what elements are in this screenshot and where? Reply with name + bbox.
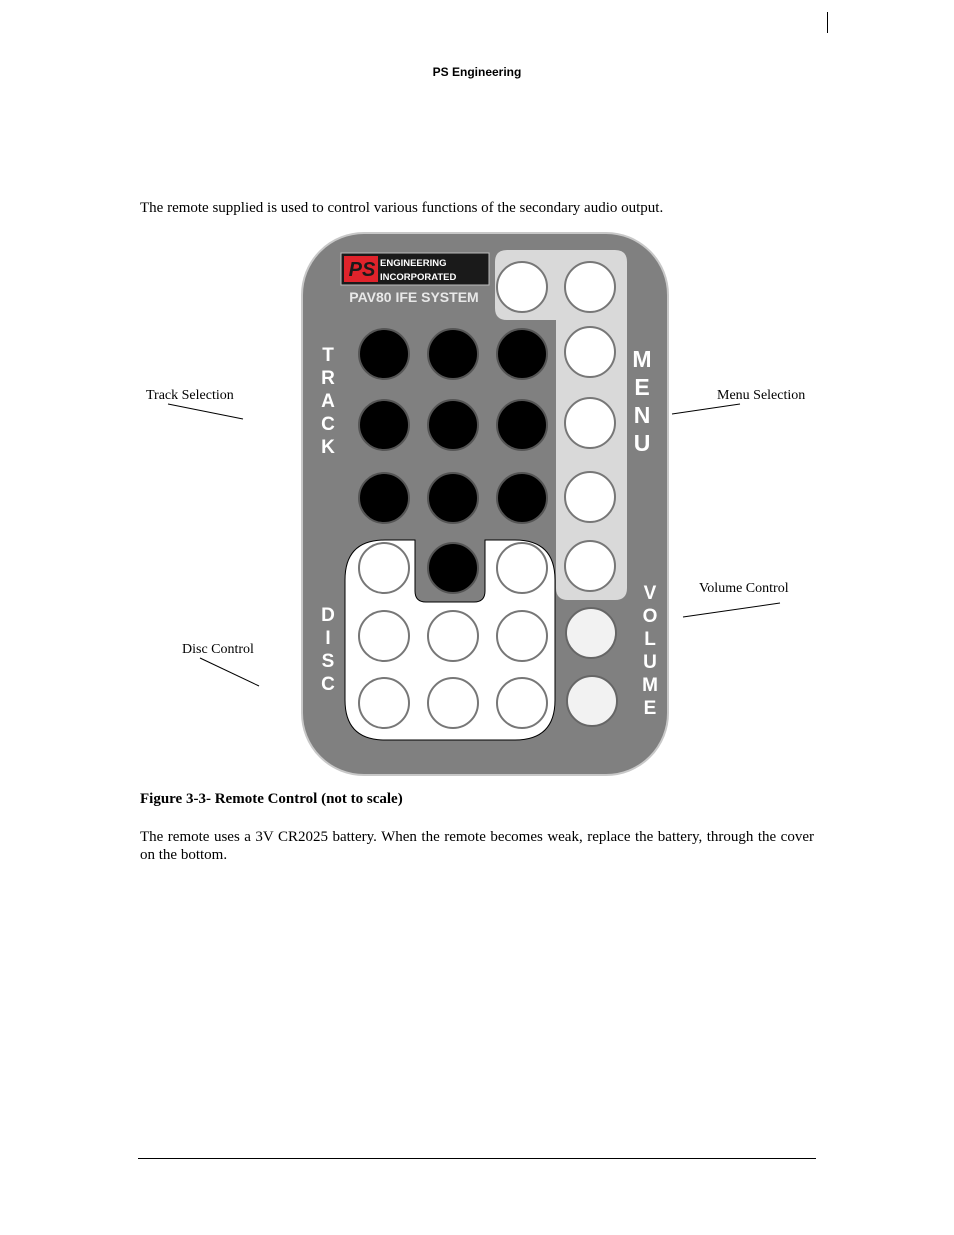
track-side-label [321, 345, 335, 458]
model-label: PAV80 IFE SYSTEM [349, 289, 479, 305]
menu-button [497, 262, 547, 312]
intro-paragraph: The remote supplied is used to control various functions of the secondary audio output. [140, 200, 664, 216]
track-letter: A [321, 391, 335, 412]
menu-button [565, 398, 615, 448]
track-button [497, 329, 547, 379]
disc-button [428, 611, 478, 661]
volume-letter: M [642, 675, 658, 696]
track-button [428, 329, 478, 379]
track-button [359, 400, 409, 450]
disc-leader-line [200, 658, 259, 686]
disc-letter: D [321, 605, 335, 626]
track-letter: C [321, 414, 335, 435]
battery-paragraph: The remote uses a 3V CR2025 battery. When the remote becomes weak, replace the battery, through the cover on the bottom. [140, 829, 814, 863]
figure-caption: Figure 3-3- Remote Control (not to scale) [140, 791, 403, 807]
disc-button [428, 678, 478, 728]
disc-control-callout: Disc Control [182, 642, 254, 657]
svg-text:INCORPORATED: INCORPORATED [380, 272, 457, 283]
brand-logo [341, 253, 489, 285]
svg-text:PS: PS [348, 259, 376, 281]
volume-leader-line [683, 603, 780, 617]
track-selection-callout: Track Selection [146, 388, 234, 403]
menu-leader-line [672, 404, 740, 414]
volume-down-button [567, 676, 617, 726]
track-button [497, 400, 547, 450]
disc-button [497, 678, 547, 728]
volume-letter: L [644, 629, 656, 650]
menu-letter: N [633, 402, 651, 428]
disc-letter: C [321, 674, 335, 695]
menu-selection-callout: Menu Selection [717, 388, 806, 403]
menu-letter: E [634, 374, 650, 400]
page-header: PS Engineering [432, 65, 522, 79]
track-button [359, 329, 409, 379]
volume-control-callout: Volume Control [699, 581, 789, 596]
volume-letter: U [643, 652, 657, 673]
menu-letter: U [633, 430, 651, 456]
menu-letter: M [632, 346, 652, 372]
track-letter: T [322, 345, 334, 366]
track-button [428, 473, 478, 523]
track-letter: K [321, 437, 335, 458]
disc-button [359, 611, 409, 661]
volume-up-button [566, 608, 616, 658]
track-button [359, 473, 409, 523]
menu-button [565, 541, 615, 591]
disc-button [497, 611, 547, 661]
svg-text:ENGINEERING: ENGINEERING [380, 258, 447, 269]
track-button [428, 400, 478, 450]
track-button [428, 543, 478, 593]
disc-letter: I [325, 628, 331, 649]
disc-button [359, 678, 409, 728]
track-letter: R [321, 368, 335, 389]
footer-rule [138, 1158, 816, 1159]
disc-button [497, 543, 547, 593]
track-button [497, 473, 547, 523]
volume-letter: V [643, 583, 657, 604]
volume-letter: O [642, 606, 658, 627]
volume-letter: E [643, 698, 657, 719]
menu-button [565, 327, 615, 377]
menu-button [565, 472, 615, 522]
disc-letter: S [321, 651, 335, 672]
track-leader-line [168, 404, 243, 419]
menu-button [565, 262, 615, 312]
disc-button [359, 543, 409, 593]
